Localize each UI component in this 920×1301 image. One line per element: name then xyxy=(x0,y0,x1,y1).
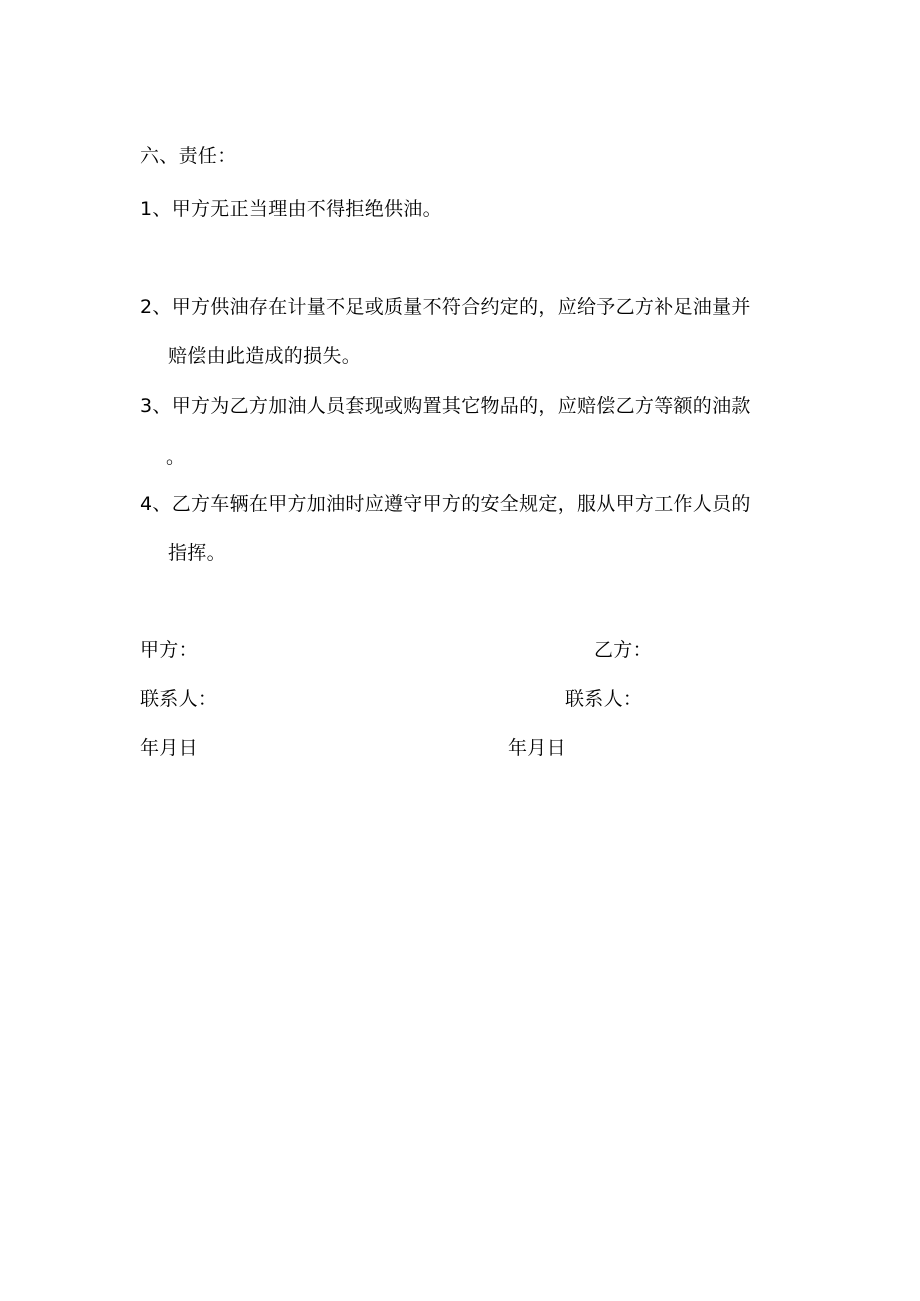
clause-3-line-2: 。 xyxy=(166,446,186,468)
clause-4-line-1: 4、乙方车辆在甲方加油时应遵守甲方的安全规定，服从甲方工作人员的 xyxy=(140,493,751,515)
clause-4-line-2: 指挥。 xyxy=(168,542,226,564)
date-a-label: 年月日 xyxy=(140,737,198,759)
party-b-label: 乙方： xyxy=(594,639,652,661)
clause-2-line-1: 2、甲方供油存在计量不足或质量不符合约定的，应给予乙方补足油量并 xyxy=(140,296,751,318)
section-heading: 六、责任： xyxy=(140,145,237,167)
clause-1-line-1: 1、甲方无正当理由不得拒绝供油。 xyxy=(140,198,442,220)
clause-3-line-1: 3、甲方为乙方加油人员套现或购置其它物品的，应赔偿乙方等额的油款 xyxy=(140,395,751,417)
contact-a-label: 联系人： xyxy=(140,688,218,710)
clause-2-line-2: 赔偿由此造成的损失。 xyxy=(168,345,362,367)
party-a-label: 甲方： xyxy=(140,639,198,661)
contact-b-label: 联系人： xyxy=(565,688,643,710)
date-b-label: 年月日 xyxy=(508,737,566,759)
